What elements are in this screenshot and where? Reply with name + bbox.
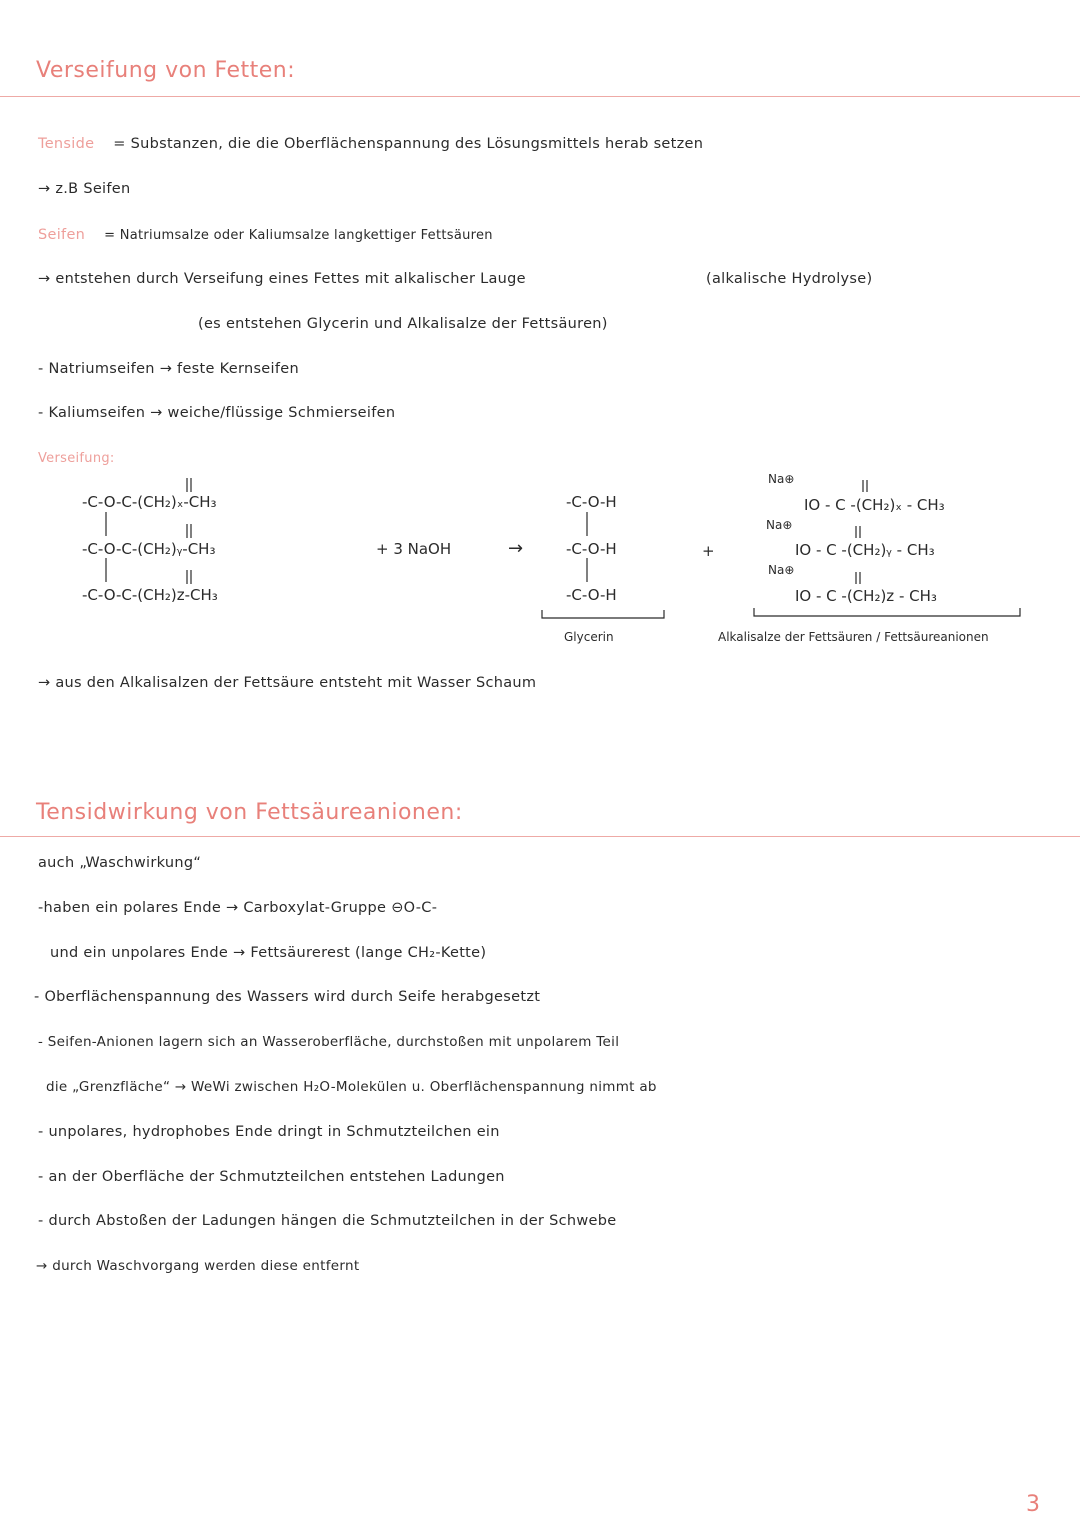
plus-sign: +	[702, 542, 715, 560]
list-item: - Oberflächenspannung des Wassers wird durch Seife herabgesetzt	[34, 989, 541, 1005]
list-item: → durch Waschvorgang werden diese entfernt	[36, 1258, 360, 1274]
salt-label: Alkalisalze der Fettsäuren / Fettsäureanionen	[718, 630, 989, 644]
glycerin-bracket	[540, 470, 680, 620]
kaliumseifen-line: - Kaliumseifen → weiche/flüssige Schmierseifen	[38, 405, 396, 421]
list-item: auch „Waschwirkung“	[38, 855, 202, 871]
salt-row-2: IO - C -(CH₂)ᵧ - CH₃	[795, 541, 935, 559]
entstehen-line: → entstehen durch Verseifung eines Fettes mit alkalischer Lauge	[38, 271, 526, 287]
divider	[0, 96, 1080, 97]
divider	[0, 836, 1080, 837]
list-item: -haben ein polares Ende → Carboxylat-Gruppe ⊖O-C-	[38, 900, 438, 916]
natriumseifen-line: - Natriumseifen → feste Kernseifen	[38, 361, 299, 377]
hydrolyse-note: (alkalische Hydrolyse)	[706, 271, 873, 287]
fat-bonds	[80, 470, 360, 620]
list-item: die „Grenzfläche“ → WeWi zwischen H₂O-Molekülen u. Oberflächenspannung nimmt ab	[46, 1079, 657, 1095]
salt-bracket	[750, 470, 1030, 620]
example-line: → z.B Seifen	[38, 181, 131, 197]
reagent-naoh: + 3 NaOH	[376, 540, 452, 558]
list-item: - an der Oberfläche der Schmutzteilchen entstehen Ladungen	[38, 1169, 505, 1185]
fat-row-2: -C-O-C-(CH₂)ᵧ-CH₃	[82, 540, 216, 558]
seifen-term: Seifen	[38, 227, 86, 243]
salt-row-3: IO - C -(CH₂)z - CH₃	[795, 587, 937, 605]
glycerin-label: Glycerin	[564, 630, 614, 644]
list-item: - unpolares, hydrophobes Ende dringt in Schmutzteilchen ein	[38, 1124, 500, 1140]
na-ion-1: Na⊕	[768, 472, 795, 486]
fat-row-3: -C-O-C-(CH₂)z-CH₃	[82, 586, 218, 604]
na-ion-3: Na⊕	[768, 563, 795, 577]
list-item: - Seifen-Anionen lagern sich an Wasseroberfläche, durchstoßen mit unpolarem Teil	[38, 1034, 620, 1050]
tenside-text: = Substanzen, die die Oberflächenspannung des Lösungsmittels herab setzen	[113, 136, 704, 152]
schaum-line: → aus den Alkalisalzen der Fettsäure entsteht mit Wasser Schaum	[38, 675, 537, 691]
verseifung-label: Verseifung:	[38, 451, 115, 466]
section-title-verseifung: Verseifung von Fetten:	[36, 58, 296, 83]
list-item: - durch Abstoßen der Ladungen hängen die Schmutzteilchen in der Schwebe	[38, 1213, 617, 1229]
produkte-line: (es entstehen Glycerin und Alkalisalze der Fettsäuren)	[198, 316, 608, 332]
seifen-definition	[38, 227, 493, 243]
list-item: und ein unpolares Ende → Fettsäurerest (lange CH₂-Kette)	[50, 945, 487, 961]
glycerin-row-3: -C-O-H	[566, 586, 617, 604]
seifen-text: = Natriumsalze oder Kaliumsalze langkettiger Fettsäuren	[104, 228, 493, 243]
page-number: 3	[1026, 1492, 1040, 1517]
reaction-arrow: →	[508, 538, 524, 559]
tenside-definition	[38, 136, 703, 152]
tenside-term: Tenside	[38, 136, 95, 152]
section-title-tensidwirkung: Tensidwirkung von Fettsäureanionen:	[36, 800, 463, 825]
salt-row-1: IO - C -(CH₂)ₓ - CH₃	[804, 496, 945, 514]
glycerin-row-2: -C-O-H	[566, 540, 617, 558]
na-ion-2: Na⊕	[766, 518, 793, 532]
fat-row-1: -C-O-C-(CH₂)ₓ-CH₃	[82, 493, 217, 511]
glycerin-row-1: -C-O-H	[566, 493, 617, 511]
